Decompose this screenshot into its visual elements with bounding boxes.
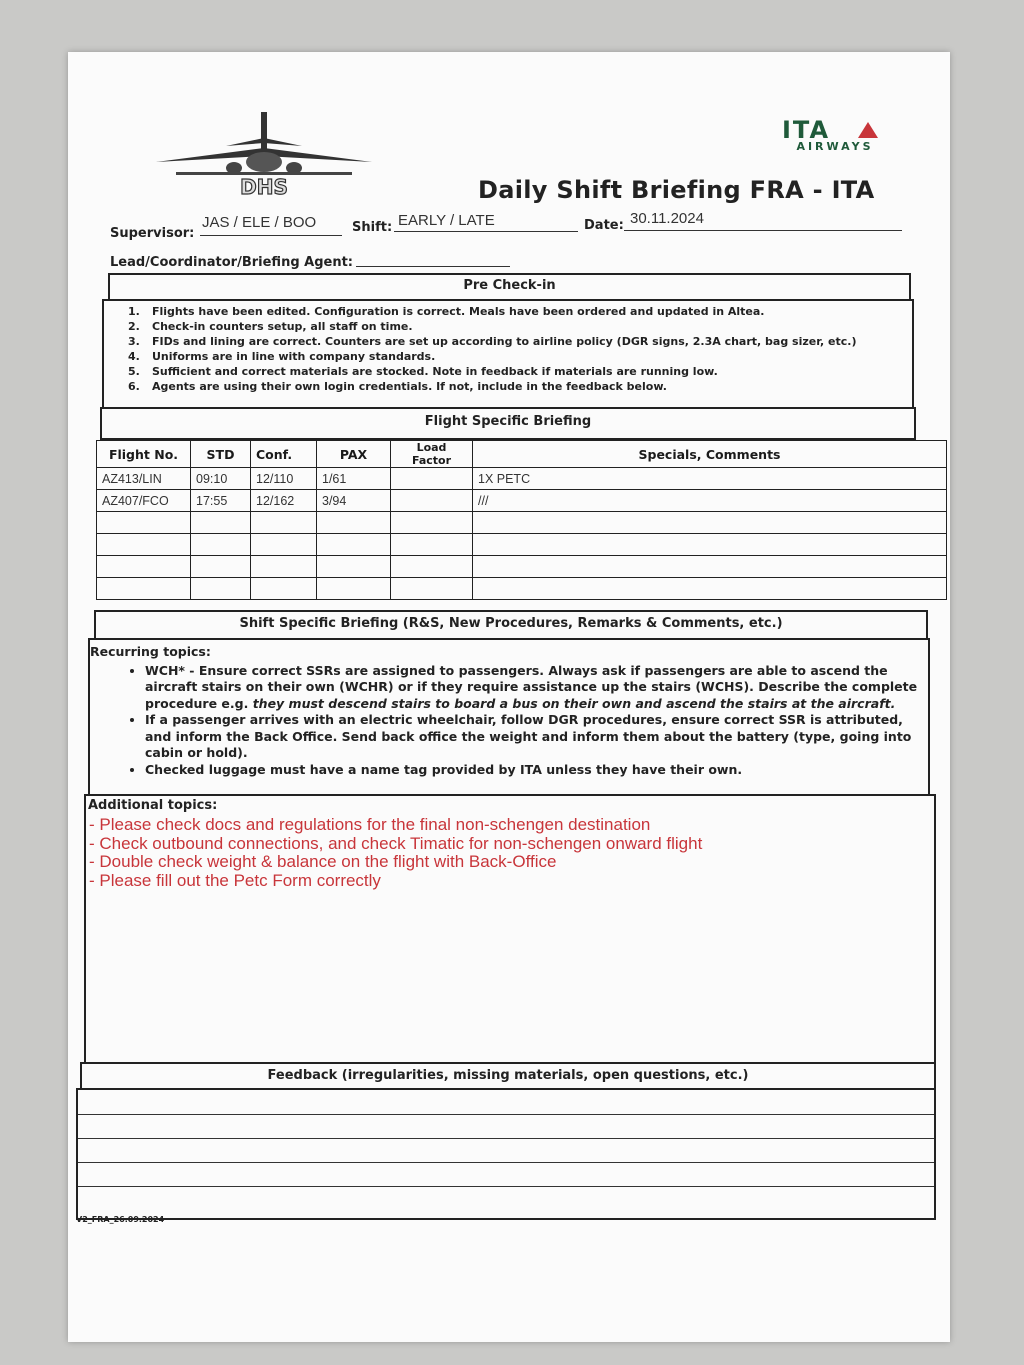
cell: AZ407/FCO: [97, 490, 191, 512]
cell: 12/110: [251, 468, 317, 490]
cell: [391, 490, 473, 512]
list-item: • WCH* - Ensure correct SSRs are assigned to passengers. Always ask if passengers are able to ascend the aircraft stairs on their own (WCHR) or if they require assistance up the stairs (WCHS). Describe the complete procedure e.g. they must descend stairs to board a bus on their own and ascend the stairs at the aircraft.: [145, 663, 930, 713]
briefing-sheet: [68, 52, 950, 1342]
list-item: 4. Uniforms are in line with company standards.: [128, 350, 436, 363]
list-item: - Please fill out the Petc Form correctly: [89, 870, 381, 890]
cell: [391, 578, 473, 600]
col-std: STD: [191, 441, 251, 468]
page-title: Daily Shift Briefing FRA - ITA: [478, 176, 875, 204]
feedback-line: [78, 1162, 934, 1163]
col-flight-no: Flight No.: [97, 441, 191, 468]
list-item: • If a passenger arrives with an electric wheelchair, follow DGR procedures, ensure correct SSR is attributed, and inform the Back Office. Send back office the weight and inform them about the battery (type, going into cabin or hold).: [145, 712, 930, 762]
cell: [317, 534, 391, 556]
cell: [473, 578, 947, 600]
ita-logo-text: ITA: [782, 118, 831, 140]
shift-line: [394, 231, 578, 232]
dhs-logo-text: DHS: [240, 175, 288, 199]
cell: [97, 556, 191, 578]
shift-briefing-title: Shift Specific Briefing (R&S, New Procedures, Remarks & Comments, etc.): [239, 616, 783, 631]
cell: [251, 556, 317, 578]
list-item: - Check outbound connections, and check Timatic for non-schengen onward flight: [89, 833, 703, 853]
cell: [191, 534, 251, 556]
date-label: Date:: [584, 218, 624, 233]
cell: 17:55: [191, 490, 251, 512]
lead-label: Lead/Coordinator/Briefing Agent:: [110, 255, 354, 270]
list-item: 1. Flights have been edited. Configuration is correct. Meals have been ordered and updated in Altea.: [128, 305, 765, 318]
table-row: [97, 512, 947, 534]
ita-airways-logo: [780, 118, 890, 164]
cell: [191, 578, 251, 600]
feedback-line: [78, 1186, 934, 1187]
cell: [473, 534, 947, 556]
cell: [251, 534, 317, 556]
table-row: [97, 578, 947, 600]
cell: [97, 534, 191, 556]
supervisor-line: [200, 235, 342, 236]
col-load-factor: Load Factor: [391, 441, 473, 468]
shift-label: Shift:: [352, 220, 393, 235]
flight-table: [96, 440, 947, 600]
cell: 1X PETC: [473, 468, 947, 490]
cell: [317, 578, 391, 600]
pre-checkin-title: Pre Check-in: [463, 278, 556, 293]
cell: [473, 556, 947, 578]
cell: [391, 556, 473, 578]
pre-checkin-list: [128, 304, 857, 394]
cell: 1/61: [317, 468, 391, 490]
cell: 12/162: [251, 490, 317, 512]
cell: [391, 512, 473, 534]
shift-value: EARLY / LATE: [398, 212, 495, 229]
col-pax: PAX: [317, 441, 391, 468]
cell: [97, 512, 191, 534]
cell: 3/94: [317, 490, 391, 512]
date-line: [624, 230, 902, 231]
table-row: [97, 534, 947, 556]
list-item: 6. Agents are using their own login credentials. If not, include in the feedback below.: [128, 380, 667, 393]
list-item: 2. Check-in counters setup, all staff on time.: [128, 320, 413, 333]
list-item: • Checked luggage must have a name tag provided by ITA unless they have their own.: [145, 762, 930, 779]
list-item: - Please check docs and regulations for the final non-schengen destination: [89, 815, 651, 834]
cell: ///: [473, 490, 947, 512]
table-header-row: [97, 441, 947, 468]
supervisor-value: JAS / ELE / BOO: [202, 214, 317, 231]
cell: 09:10: [191, 468, 251, 490]
cell: [191, 556, 251, 578]
cell: [391, 468, 473, 490]
ita-logo-sub: AIRWAYS: [796, 140, 874, 153]
feedback-box: [76, 1088, 936, 1220]
cell: [191, 512, 251, 534]
feedback-line: [78, 1138, 934, 1139]
date-value: 30.11.2024: [630, 210, 704, 227]
recurring-topics: [90, 644, 930, 778]
feedback-title: Feedback (irregularities, missing materials, open questions, etc.): [267, 1068, 749, 1083]
table-row: [97, 556, 947, 578]
cell: [317, 556, 391, 578]
additional-label: Additional topics:: [88, 798, 218, 813]
ita-logo-mark: [780, 118, 890, 140]
list-item: 3. FIDs and lining are correct. Counters are set up according to airline policy (DGR signs, 2.3A chart, bag sizer, etc.): [128, 335, 857, 348]
additional-topics: [89, 816, 702, 890]
cell: AZ413/LIN: [97, 468, 191, 490]
feedback-line: [78, 1114, 934, 1115]
cell: [391, 534, 473, 556]
table-row: [97, 490, 947, 512]
list-item: - Double check weight & balance on the flight with Back-Office: [89, 852, 557, 871]
list-item: 5. Sufficient and correct materials are stocked. Note in feedback if materials are running low.: [128, 365, 718, 378]
cell: [97, 578, 191, 600]
version-footer: V2_FRA_26.09.2024: [76, 1215, 165, 1224]
supervisor-label: Supervisor:: [110, 226, 195, 241]
cell: [251, 578, 317, 600]
cell: [317, 512, 391, 534]
recurring-label: Recurring topics:: [90, 644, 211, 659]
table-row: [97, 468, 947, 490]
col-conf: Conf.: [251, 441, 317, 468]
cell: [251, 512, 317, 534]
dhs-logo: [156, 110, 376, 202]
col-specials: Specials, Comments: [473, 441, 947, 468]
lead-line: [356, 266, 510, 267]
flight-briefing-title: Flight Specific Briefing: [424, 414, 592, 429]
cell: [473, 512, 947, 534]
